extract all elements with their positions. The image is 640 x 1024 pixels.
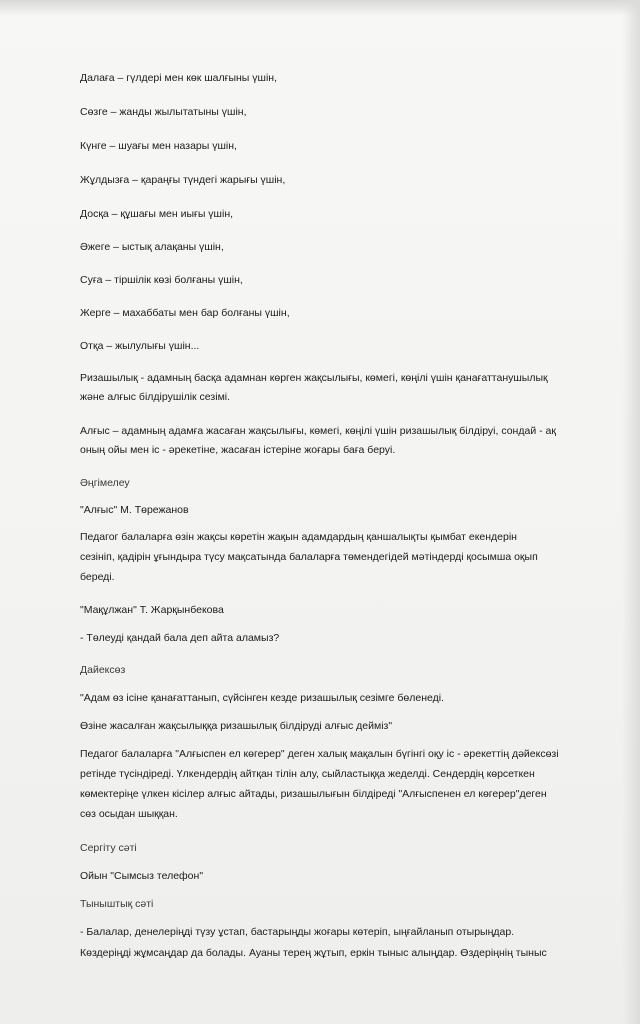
poem-line: Жерге – махаббаты мен бар болғаны үшін,	[80, 307, 290, 319]
text-line: Ризашылық - адамның басқа адамнан көрген жақсылығы, көмегі, көңілі үшін қанағаттанушылық	[80, 372, 548, 384]
text-line: Педагог балаларға өзін жақсы көретін жақын адамдардың қаншалықты қымбат екендерін	[80, 531, 517, 543]
quiet-instructions	[80, 924, 547, 961]
section-heading: Дайексөз	[80, 664, 126, 676]
poem-line: Күнге – шуағы мен назары үшін,	[80, 140, 237, 152]
poem-line: Жұлдызға – қараңғы түндегі жарығы үшін,	[80, 174, 286, 186]
text-line: Көздеріңді жұмсаңдар да болады. Ауаны терең жұтып, еркін тыныс алыңдар. Өздеріңнің тыныс	[80, 947, 547, 959]
story-title: "Мақұлжан" Т. Жарқынбекова	[80, 604, 224, 616]
poem-line: Суға – тіршілік көзі болғаны үшін,	[80, 274, 243, 286]
section-heading: Сергіту сәті	[80, 842, 137, 854]
teacher-note	[80, 746, 559, 822]
text-line: ретінде түсіндіреді. Үлкендердің айтқан тілін алу, сыйластыққа жеделді. Сендердің көрсеткен	[80, 768, 535, 780]
teacher-note	[80, 529, 538, 585]
definition-gratitude	[80, 370, 548, 405]
text-line: және алғыс білдірушілік сезімі.	[80, 391, 231, 403]
text-line: сөз осыдан шыққан.	[80, 808, 178, 820]
text-line: - Балалар, денелеріңді түзу ұстап, бастарыңды жоғары көтеріп, ыңғайланып отырыңдар.	[80, 926, 515, 938]
quote-line: "Адам өз ісіне қанағаттанып, сүйсінген кезде ризашылық сезімге бөленеді.	[80, 692, 444, 704]
poem-line: Әжеге – ыстық алақаны үшін,	[80, 241, 224, 253]
question: - Төлеуді қандай бала деп айта аламыз?	[80, 632, 280, 644]
text-line: оның ойы мен іс - әрекетіне, жасаған істеріне жоғары баға беруі.	[80, 444, 396, 456]
quote-line: Өзіне жасалған жақсылыққа ризашылық білдіруді алғыс дейміз"	[80, 720, 393, 732]
poem-line: Отқа – жылулығы үшін...	[80, 340, 200, 352]
poem-line: Досқа – құшағы мен иығы үшін,	[80, 208, 234, 220]
text-line: Алғыс – адамның адамға жасаған жақсылығы, көмегі, көңілі үшін ризашылық білдіруі, сондай - ақ	[80, 425, 556, 437]
text-line: көмектеріңе үлкен кісілер алғыс айтады, ризашылығын білдіреді "Алғыспенен ел көгерер"деген	[80, 788, 547, 800]
game-title: Ойын "Сымсыз телефон"	[80, 870, 204, 882]
definition-thanks	[80, 423, 556, 458]
text-line: Педагог балаларға "Алғыспен ел көгерер" деген халық мақалын бүгінгі оқу іс - әрекеттің дәйексөзі	[80, 748, 559, 760]
page-top-shadow	[0, 0, 640, 16]
section-heading: Тыныштық сәті	[80, 898, 154, 910]
text-line: береді.	[80, 571, 115, 583]
page-right-shadow	[622, 0, 640, 1024]
text-line: сезініп, қадірін ұғындыра түсу мақсатында балаларға төмендегідей мәтіндерді қосымша оқып	[80, 551, 538, 563]
poem-line: Далаға – гүлдері мен көк шалғыны үшін,	[80, 72, 277, 84]
section-heading: Әңгімелеу	[80, 477, 130, 489]
poem-line: Сөзге – жанды жылытатыны үшін,	[80, 106, 247, 118]
story-title: "Алғыс" М. Төрежанов	[80, 504, 189, 516]
